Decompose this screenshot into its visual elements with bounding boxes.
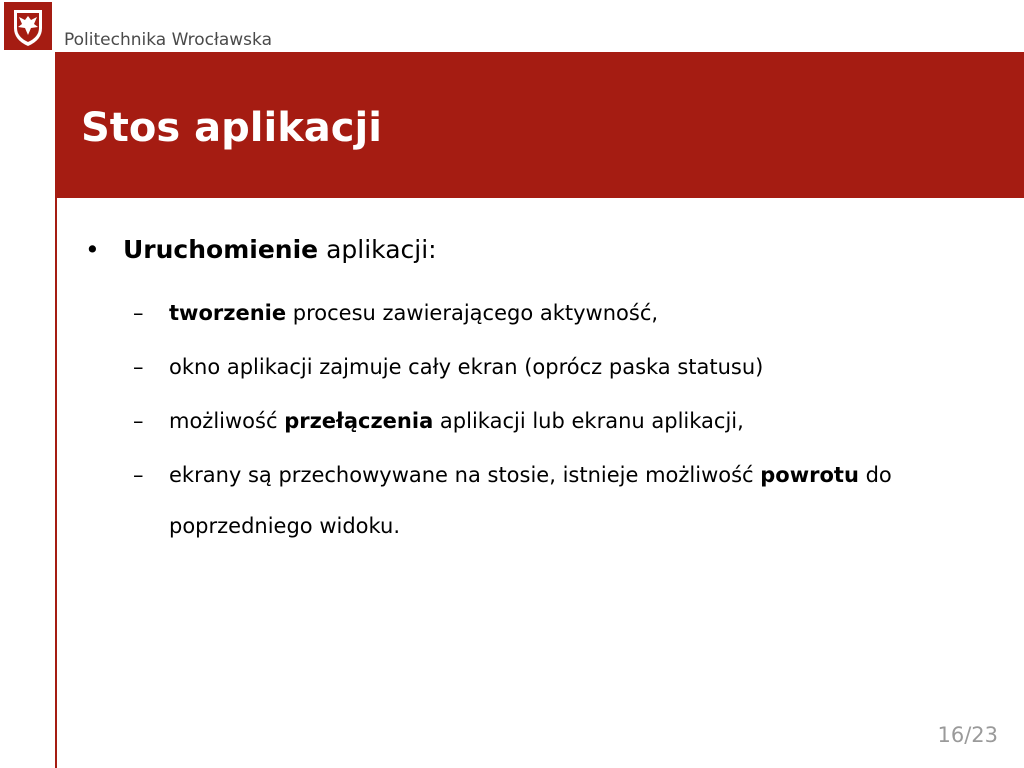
organization-name: Politechnika Wrocławska xyxy=(64,30,272,50)
sub-item-part: procesu zawierającego aktywność, xyxy=(286,301,659,325)
sub-list xyxy=(85,288,1005,552)
sub-item xyxy=(133,288,1005,339)
page-number: 16/23 xyxy=(937,723,998,747)
header-bar xyxy=(0,0,1024,54)
sub-item-part: do poprzedniego widoku. xyxy=(169,463,892,538)
bullet-marker: • xyxy=(85,235,100,264)
sub-item-text xyxy=(169,288,1005,339)
sub-item-text xyxy=(169,342,1005,393)
title-band xyxy=(57,54,1024,198)
sub-item-part: okno aplikacji zajmuje cały ekran (oprócz paska statusu) xyxy=(169,355,764,379)
sub-item-bold: tworzenie xyxy=(169,301,287,325)
sub-item xyxy=(133,450,1005,552)
sub-item-dash: – xyxy=(133,463,144,487)
bullet-bold-text: Uruchomienie xyxy=(123,235,319,264)
sub-item-text xyxy=(169,396,1005,447)
slide-content xyxy=(85,232,1005,552)
sub-item-dash: – xyxy=(133,409,144,433)
bullet-rest-text: aplikacji: xyxy=(318,235,437,264)
sub-item-dash: – xyxy=(133,355,144,379)
sub-item-part: możliwość xyxy=(169,409,285,433)
sub-item xyxy=(133,342,1005,393)
sub-item-part: ekrany są przechowywane na stosie, istnieje możliwość xyxy=(169,463,761,487)
bullet-item xyxy=(85,232,1005,268)
sub-item-dash: – xyxy=(133,301,144,325)
sub-item-bold: powrotu xyxy=(760,463,859,487)
university-eagle-logo-icon xyxy=(4,2,52,50)
sub-item-text xyxy=(169,450,1005,552)
left-margin xyxy=(0,54,55,198)
bullet-text xyxy=(123,232,437,268)
sub-item xyxy=(133,396,1005,447)
slide-title: Stos aplikacji xyxy=(81,105,382,151)
sub-item-bold: przełączenia xyxy=(284,409,434,433)
sub-item-part: aplikacji lub ekranu aplikacji, xyxy=(433,409,744,433)
